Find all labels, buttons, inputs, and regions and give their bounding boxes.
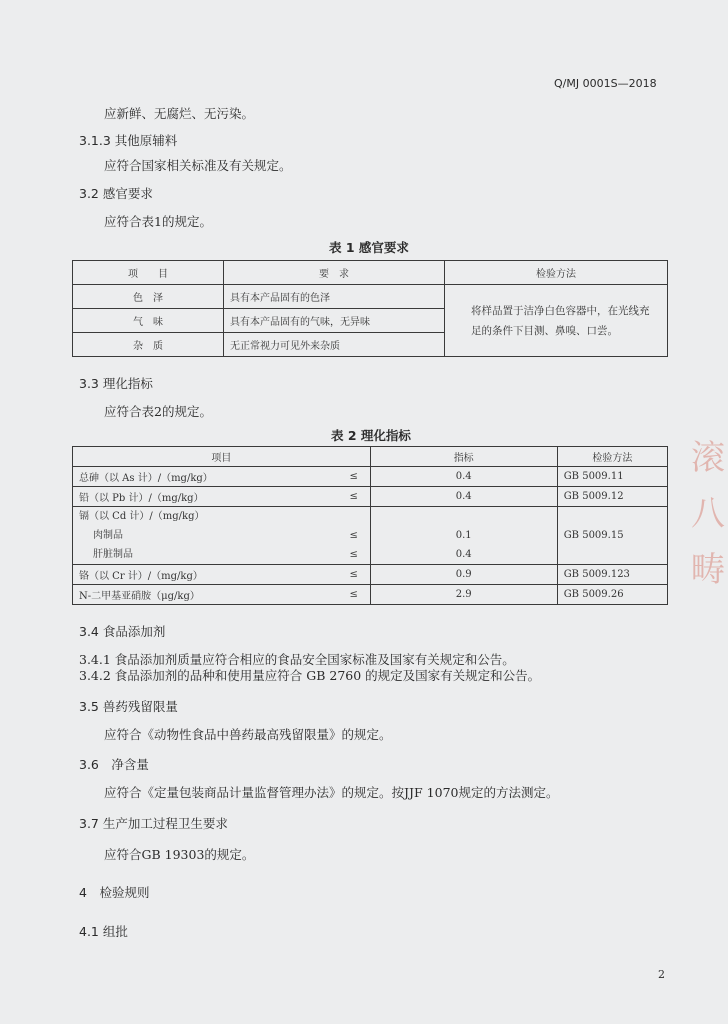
- t2-item-arsenic: 总砷（以 As 计）/（mg/kg）: [73, 467, 338, 487]
- t1-req-odor: 具有本产品固有的气味，无异味: [224, 309, 445, 333]
- t2-item-chromium: 铬（以 Cr 计）/（mg/kg）: [73, 565, 338, 585]
- t2-sym-arsenic: ≤: [338, 467, 371, 487]
- t2-method-nitrosamine: GB 5009.26: [557, 585, 667, 605]
- heading-3-6: 3.6 净含量: [79, 757, 149, 772]
- t1-req-impurity: 无正常视力可见外来杂质: [224, 333, 445, 357]
- t2-val-cadmium-liver: 0.4: [455, 549, 472, 560]
- t2-val-arsenic: 0.4: [370, 467, 557, 487]
- t2-val-cadmium-meat: 0.1: [455, 530, 472, 541]
- heading-3-7: 3.7 生产加工过程卫生要求: [79, 816, 228, 831]
- t1-header-method: 检验方法: [445, 261, 668, 285]
- heading-3-1-3: 3.1.3 其他原辅料: [79, 133, 178, 148]
- heading-3-4: 3.4 食品添加剂: [79, 624, 166, 639]
- paragraph-fresh: 应新鲜、无腐烂、无污染。: [104, 106, 255, 121]
- t1-header-requirement: 要 求: [224, 261, 445, 285]
- t1-req-color: 具有本产品固有的色泽: [224, 285, 445, 309]
- t2-method-lead: GB 5009.12: [557, 487, 667, 507]
- t2-item-cadmium: [73, 507, 338, 565]
- paragraph-3-5: 应符合《动物性食品中兽药最高残留限量》的规定。: [104, 727, 392, 742]
- heading-4: 4 检验规则: [79, 885, 150, 900]
- heading-3-5: 3.5 兽药残留限量: [79, 699, 178, 714]
- t2-item-nitrosamine: N-二甲基亚硝胺（μg/kg）: [73, 585, 338, 605]
- t2-val-nitrosamine: 2.9: [370, 585, 557, 605]
- t2-val-chromium: 0.9: [370, 565, 557, 585]
- t2-sym-chromium: ≤: [338, 565, 371, 585]
- t2-cadmium-meat: 肉制品: [93, 530, 123, 541]
- table1-caption: 表 1 感官要求: [329, 240, 409, 255]
- paragraph-3-2: 应符合表1的规定。: [104, 214, 212, 229]
- t1-method: 将样品置于洁净白色容器中，在光线充足的条件下目测、鼻嗅、口尝。: [445, 285, 668, 357]
- paragraph-3-3: 应符合表2的规定。: [104, 404, 212, 419]
- t2-sym-cadmium: [338, 507, 371, 565]
- t2-method-cadmium: GB 5009.15: [557, 507, 667, 565]
- table-physicochemical: [72, 446, 668, 605]
- page-number: 2: [658, 968, 665, 981]
- t1-item-color: 色 泽: [73, 285, 224, 309]
- standard-code: Q/MJ 0001S—2018: [554, 77, 657, 90]
- t2-method-chromium: GB 5009.123: [557, 565, 667, 585]
- paragraph-3-6: 应符合《定量包装商品计量监督管理办法》的规定。按JJF 1070规定的方法测定。: [104, 785, 559, 800]
- t2-sym-cadmium-meat: ≤: [349, 530, 358, 541]
- t2-header-limit: 指标: [370, 447, 557, 467]
- t2-val-lead: 0.4: [370, 487, 557, 507]
- t1-item-impurity: 杂 质: [73, 333, 224, 357]
- t2-item-lead: 铅（以 Pb 计）/（mg/kg）: [73, 487, 338, 507]
- table2-caption: 表 2 理化指标: [331, 428, 411, 443]
- t2-method-arsenic: GB 5009.11: [557, 467, 667, 487]
- t2-header-item: 项目: [73, 447, 371, 467]
- paragraph-3-4-2: 3.4.2 食品添加剂的品种和使用量应符合 GB 2760 的规定及国家有关规定和公告。: [79, 668, 541, 683]
- t2-cadmium-label: 镉（以 Cd 计）/（mg/kg）: [79, 511, 205, 522]
- heading-4-1: 4.1 组批: [79, 924, 128, 939]
- paragraph-3-7: 应符合GB 19303的规定。: [104, 847, 255, 862]
- t1-header-item: 项 目: [73, 261, 224, 285]
- t2-cadmium-liver: 肝脏制品: [93, 549, 133, 560]
- t2-val-cadmium: [370, 507, 557, 565]
- t2-header-method: 检验方法: [557, 447, 667, 467]
- paragraph-3-1-3: 应符合国家相关标准及有关规定。: [104, 158, 292, 173]
- t2-sym-nitrosamine: ≤: [338, 585, 371, 605]
- red-seal-stamp: 滚 八 畴: [691, 438, 725, 590]
- t2-sym-lead: ≤: [338, 487, 371, 507]
- heading-3-2: 3.2 感官要求: [79, 186, 153, 201]
- paragraph-3-4-1: 3.4.1 食品添加剂质量应符合相应的食品安全国家标准及国家有关规定和公告。: [79, 652, 515, 667]
- t1-item-odor: 气 味: [73, 309, 224, 333]
- t2-sym-cadmium-liver: ≤: [349, 549, 358, 560]
- heading-3-3: 3.3 理化指标: [79, 376, 153, 391]
- table-sensory: [72, 260, 668, 357]
